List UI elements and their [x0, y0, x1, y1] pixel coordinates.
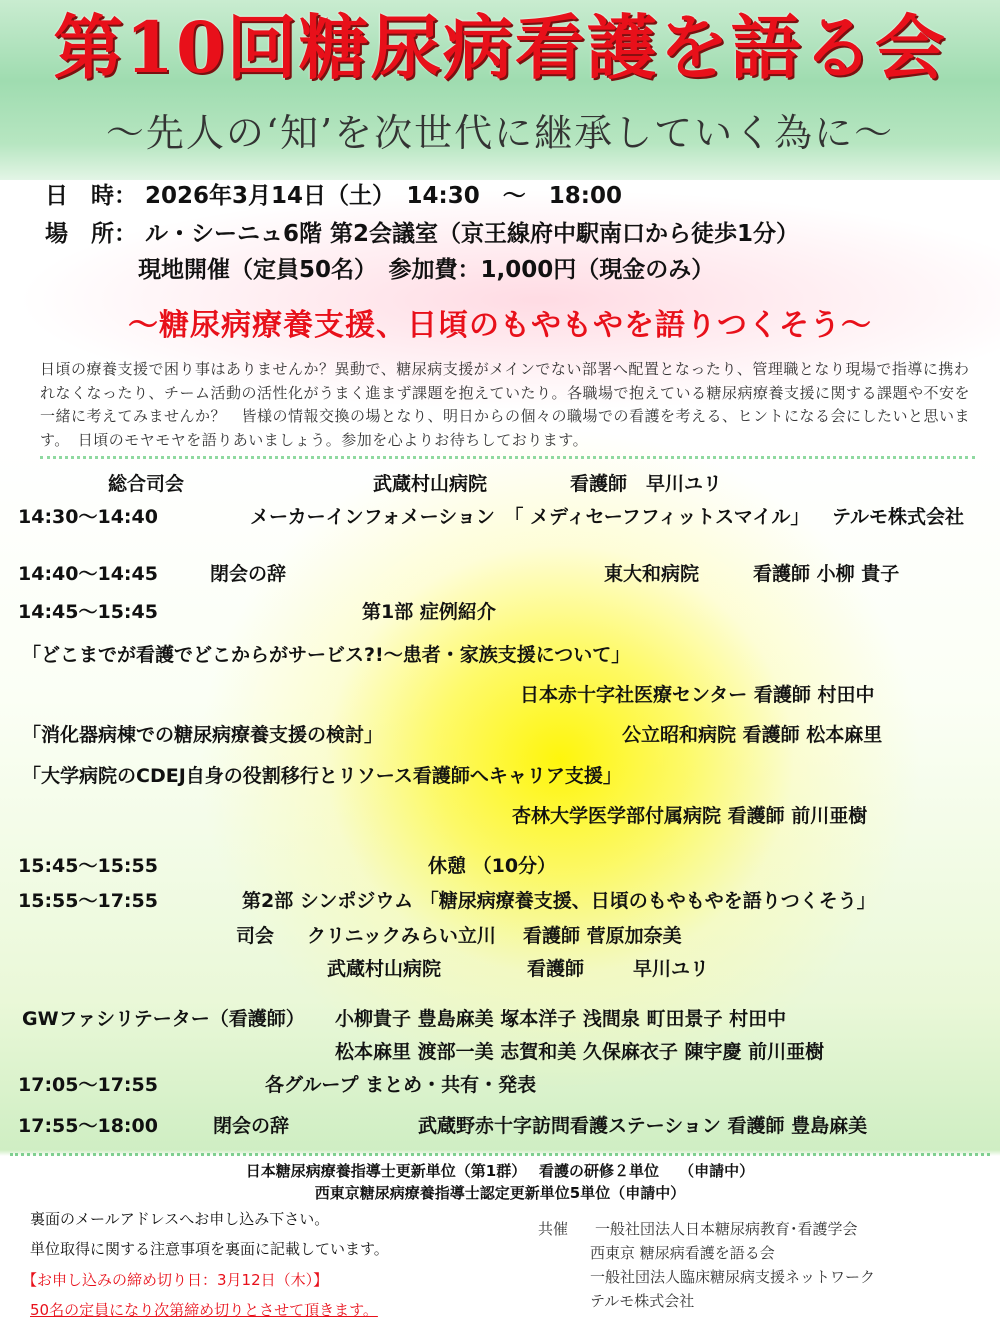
time-4: 15:45～15:55 [18, 855, 158, 877]
cohost-org-2: 西東京 糖尿病看護を語る会 [590, 1244, 775, 1262]
cohost-label: 共催 [538, 1220, 569, 1238]
session-7-title: 閉会の辞 [213, 1115, 290, 1137]
symposium-mc-label: 司会 [236, 925, 275, 947]
case-2-title: 「消化器病棟での糖尿病療養支援の検討」 [22, 724, 384, 746]
case-3-title: 「大学病院のCDEJ自身の役割移行とリソース看護師へキャリア支援」 [22, 765, 622, 787]
credit-line-1: 日本糖尿病療養指導士更新単位（第1群） 看護の研修２単位 （申請中） [245, 1162, 755, 1180]
session-2-hospital: 東大和病院 [604, 563, 700, 585]
date-value: 2026年3月14日（土） 14:30 ～ 18:00 [145, 183, 622, 209]
time-5: 15:55～17:55 [18, 890, 158, 912]
time-3: 14:45～15:45 [18, 601, 158, 623]
time-7: 17:55～18:00 [18, 1115, 158, 1137]
symposium-mc-2-person: 早川ユリ [633, 958, 710, 980]
case-1-presenter: 日本赤十字社医療センター 看護師 村田中 [520, 684, 875, 706]
cohost-org-1: 一般社団法人日本糖尿病教育･看護学会 [595, 1220, 858, 1238]
cohost-org-4: テルモ株式会社 [590, 1292, 695, 1310]
event-subtitle: ～先人の‘知’を次世代に継承していく為に～ [105, 111, 895, 155]
place-value: ル・シーニュ6階 第2会議室（京王線府中駅南口から徒歩1分） [145, 221, 800, 247]
cohost-org-3: 一般社団法人臨床糖尿病支援ネットワーク [590, 1268, 876, 1286]
time-6: 17:05～17:55 [18, 1074, 158, 1096]
fee-info: 現地開催（定員50名） 参加費：1,000円（現金のみ） [138, 257, 715, 283]
case-1-title: 「どこまでが看護でどこからがサービス?!～患者・家族支援について」 [22, 644, 631, 666]
note-deadline: 【お申し込みの締め切り日：3月12日（木）】 [22, 1271, 329, 1289]
place-label: 場 所： [45, 221, 137, 247]
session-2-person: 看護師 小柳 貴子 [753, 563, 900, 585]
symposium-mc-1: クリニックみらい立川 [307, 925, 496, 947]
time-1: 14:30～14:40 [18, 506, 158, 528]
session-2-title: 閉会の辞 [210, 563, 287, 585]
session-7-presenter: 武蔵野赤十字訪問看護ステーション 看護師 豊島麻美 [418, 1115, 868, 1137]
case-3-presenter: 杏林大学医学部付属病院 看護師 前川亜樹 [512, 805, 868, 827]
session-6-title: 各グループ まとめ・共有・発表 [265, 1074, 537, 1096]
symposium-mc-2: 武蔵村山病院 [327, 958, 442, 980]
divider-top [40, 456, 975, 459]
session-5-title: 第2部 シンポジウム 「糖尿病療養支援、日頃のもやもやを語りつくそう」 [242, 890, 876, 912]
symposium-mc-1-person: 看護師 菅原加奈美 [523, 925, 682, 947]
session-4-title: 休憩 （10分） [428, 855, 557, 877]
session-3-title: 第1部 症例紹介 [362, 601, 496, 623]
mc-hospital: 武蔵村山病院 [373, 473, 488, 495]
intro-paragraph: 日頃の療養支援で困り事はありませんか？異動で、糖尿病支援がメインでない部署へ配置となったり、管理職となり現場で指導に携われなくなったり、チーム活動の活性化がうまく進まず課題を抱えていたり。各職場で抱えている糖尿病療養支援に関する課題や不安を一緒に考えてみませんか？ 皆様の情報交換の場となり、明日からの個々の職場での看護を考える、ヒントになる会にしたいと思います。 日頃のモヤモヤを語りあいましょう。参加を心よりお待ちしております。 [40, 360, 971, 449]
time-2: 14:40～14:45 [18, 563, 158, 585]
case-2-presenter: 公立昭和病院 看護師 松本麻里 [622, 724, 883, 746]
symposium-mc-2-role: 看護師 [527, 958, 585, 980]
note-apply: 裏面のメールアドレスへお申し込み下さい。 [30, 1210, 330, 1228]
event-theme: ～糖尿病療養支援、日頃のもやもやを語りつくそう～ [128, 308, 872, 343]
gw-facilitators-2: 松本麻里 渡部一美 志賀和美 久保麻衣子 陳宇慶 前川亜樹 [335, 1041, 825, 1063]
session-1-org: テルモ株式会社 [832, 506, 965, 528]
note-capacity: 50名の定員になり次第締め切りとさせて頂きます。 [30, 1301, 378, 1319]
gw-facilitator-label: GWファシリテーター（看護師） [22, 1008, 305, 1030]
date-label: 日 時： [45, 183, 137, 209]
event-title: 第10回糖尿病看護を語る会 [53, 6, 947, 89]
divider-bottom [10, 1153, 990, 1156]
gw-facilitators-1: 小柳貴子 豊島麻美 塚本洋子 浅間泉 町田景子 村田中 [335, 1008, 787, 1030]
mc-person: 看護師 早川ユリ [570, 473, 723, 495]
mc-label: 総合司会 [108, 473, 185, 495]
session-1-title: メーカーインフォメーション 「 メディセーフフィットスマイル」 [250, 506, 810, 528]
credit-line-2: 西東京糖尿病療養指導士認定更新単位5単位（申請中） [314, 1184, 686, 1202]
note-credit: 単位取得に関する注意事項を裏面に記載しています。 [30, 1240, 389, 1258]
